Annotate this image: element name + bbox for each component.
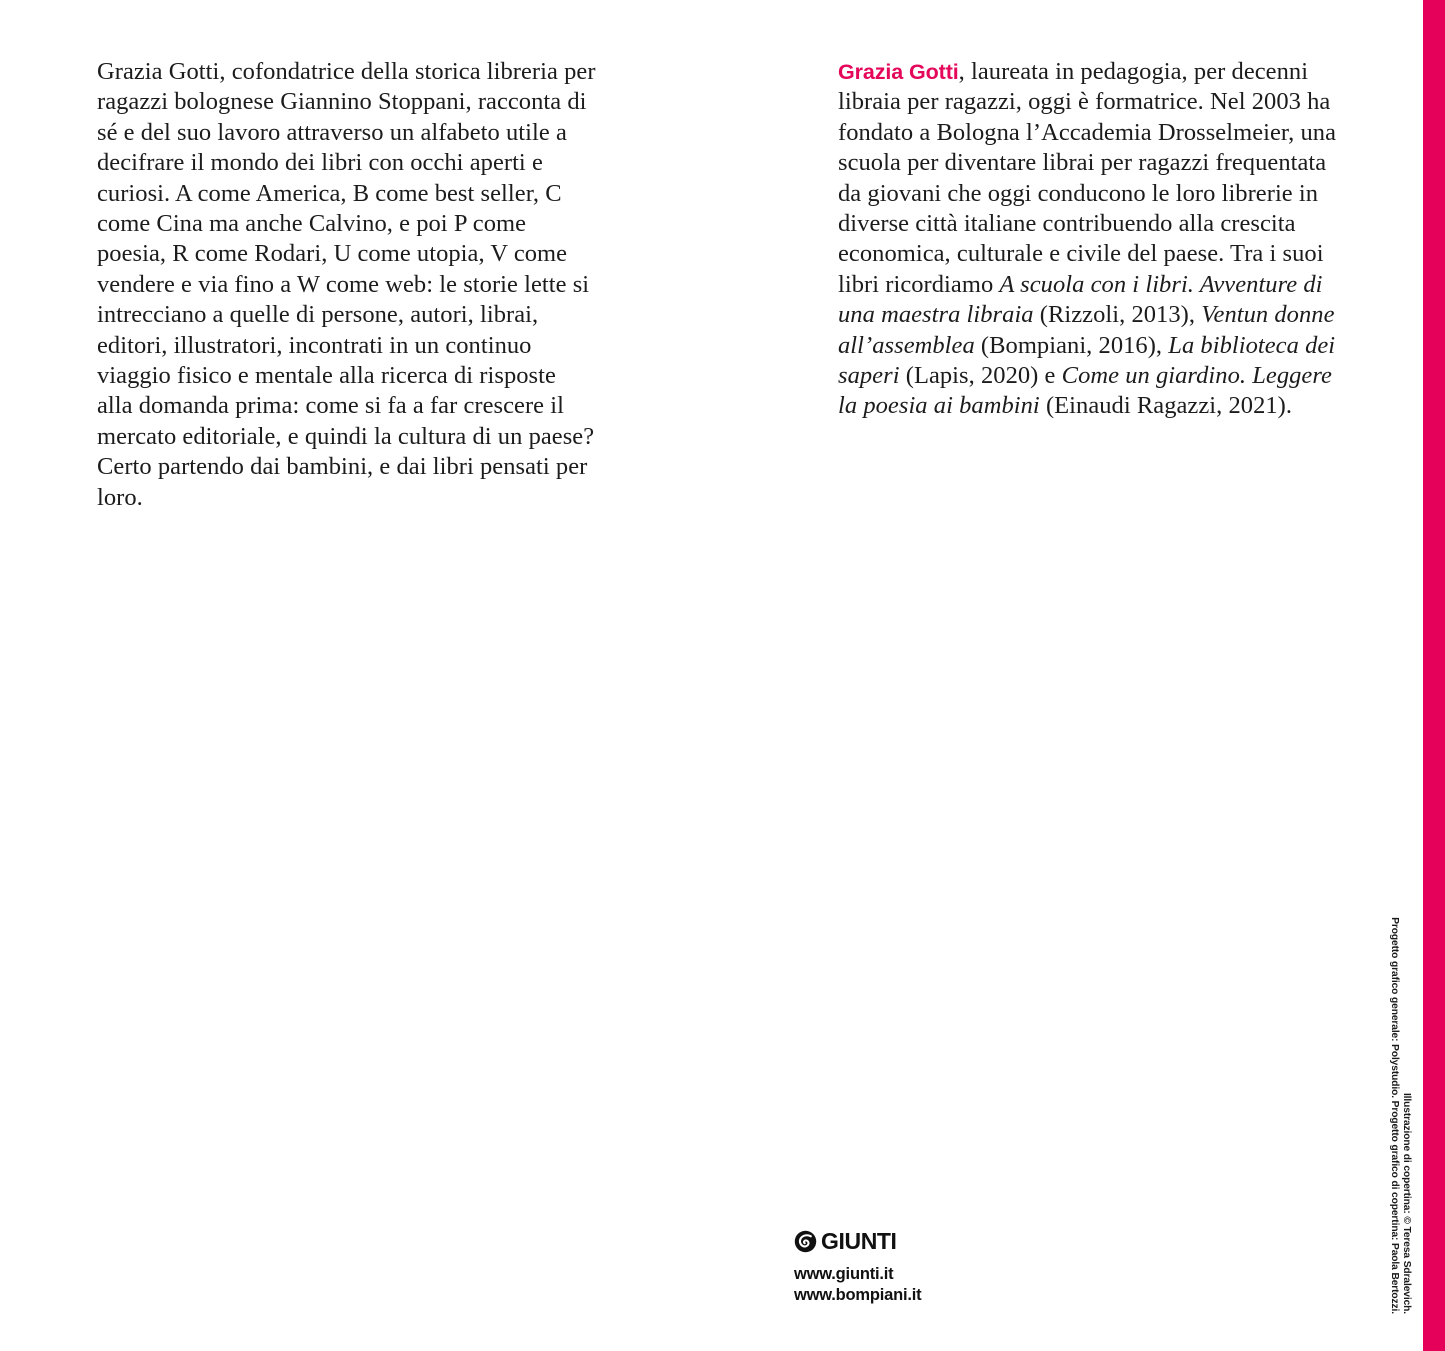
book-credit-2: (Bompiani, 2016), [974, 331, 1169, 359]
url-bompiani[interactable]: www.bompiani.it [794, 1286, 922, 1304]
author-name: Grazia Gotti [838, 60, 959, 84]
book-title-4: Come un giardino. Leggere la poesia ai bambini [838, 362, 1332, 420]
edge-color-strip [1423, 0, 1445, 1351]
giunti-swirl-icon [794, 1230, 817, 1253]
book-credit-3: (Lapis, 2020) e [899, 362, 1062, 390]
giunti-logo[interactable] [794, 1228, 1054, 1254]
publisher-urls [794, 1264, 1054, 1306]
book-blurb-text: Grazia Gotti, cofondatrice della storica libreria per ragazzi bolognese Giannino Stoppani, racconta di sé e del suo lavoro attraverso un alfabeto utile a decifrare il mondo dei libri con occhi aperti e curiosi. A come America, B come best seller, C come Cina ma anche Calvino, e poi P come poesia, R come Rodari, U come utopia, V come vendere e via fino a W come web: le storie lette si intrecciano a quelle di persone, autori, librai, editori, illustratori, incontrati in un continuo viaggio fisico e mentale alla ricerca di risposte alla domanda prima: come si fa a far crescere il mercato editoriale, e quindi la cultura di un paese? Certo partendo dai bambini, e dai libri pensati per loro. [97, 58, 596, 511]
book-credit-4: (Einaudi Ragazzi, 2021). [1039, 392, 1293, 420]
book-title-1: A scuola con i libri. Avventure di una maestra libraia [838, 270, 1323, 329]
book-title-2: Ventun donne all’assemblea [838, 301, 1335, 359]
publisher-block [794, 1228, 1054, 1306]
book-title-3: La biblioteca dei saperi [838, 331, 1336, 390]
credit-design: Progetto grafico generale: Polystudio. Progetto grafico di copertina: Paola Bertozzi. [1388, 917, 1400, 1314]
book-credit-1: (Rizzoli, 2013), [1033, 301, 1202, 329]
credit-illustration: Illustrazione di copertina: © Teresa Sdralevich. [1401, 1092, 1412, 1314]
cover-credits [1386, 888, 1412, 1314]
giunti-wordmark: GIUNTI [821, 1227, 897, 1254]
url-giunti[interactable]: www.giunti.it [794, 1265, 894, 1283]
author-bio-text [838, 57, 1350, 422]
bio-segment-intro: , laureata in pedagogia, per decenni libraia per ragazzi, oggi è formatrice. Nel 2003 ha fondato a Bologna l’Accademia Drosselmeier, una scuola per diventare librai per ragazzi frequentata da giovani che oggi conducono le loro librerie in diverse città italiane contribuendo alla crescita economica, culturale e civile del paese. Tra i suoi libri ricordiamo [838, 58, 1336, 298]
cover-credits-text [1386, 888, 1412, 1314]
